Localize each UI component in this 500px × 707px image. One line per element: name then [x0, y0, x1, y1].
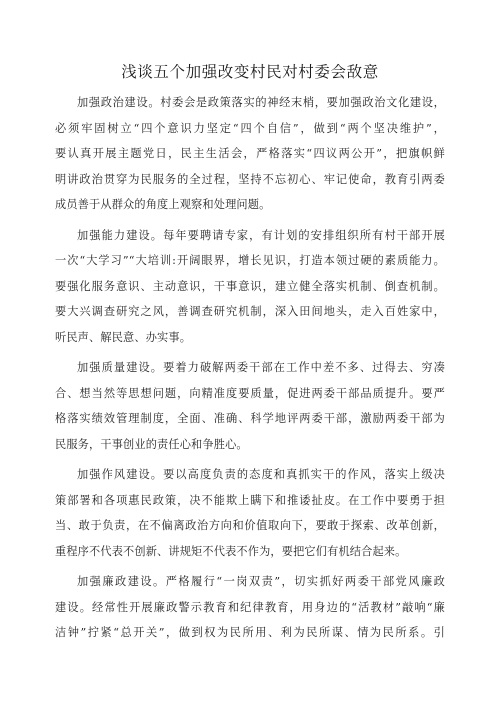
text-line: 民服务，干事创业的责任心和争胜心。	[55, 437, 248, 451]
text-line: 必须牢固树立“四个意识力坚定“四个自信”，做到“两个坚决维护”，	[55, 121, 445, 135]
text-line: 合、想当然等思想问题，向精准度要质量，促进两委干部品质提升。要严	[55, 386, 445, 400]
text-line: 明讲政治贯穿为民服务的全过程，坚持不忘初心、牢记使命，教育引两委	[55, 172, 445, 186]
paragraph-quality-construction	[55, 355, 445, 457]
text-line: 一次“大学习”“大培训:开阔眼界，增长见识，打造本领过硬的素质能力。	[55, 254, 445, 267]
text-line: 当、敢于负责，在不偏离政治方向和价值取向下，要敢于探索、改革创新，	[55, 519, 445, 532]
paragraph-capacity-construction	[55, 223, 445, 351]
text-line: 建设。经常性开展廉政警示教育和纪律教育，用身边的“活教材”敲响“廉	[55, 600, 445, 614]
text-line: 要认真开展主题党日，民主生活会，严格落实“四议两公开”，把旗帜鲜	[55, 147, 445, 160]
text-line: 加强政治建设。村委会是政策落实的神经末梢，要加强政治文化建设，	[77, 96, 445, 109]
text-line: 加强能力建设。每年要聘请专家，有计划的安排组织所有村干部开展	[77, 228, 445, 242]
document-body	[55, 90, 445, 651]
paragraph-political-construction	[55, 90, 445, 218]
text-line: 策部署和各项惠民政策，决不能欺上瞒下和推诿扯皮。在工作中要勇于担	[55, 493, 445, 507]
text-line: 格落实绩效管理制度，全面、准确、科学地评两委干部，激励两委干部为	[55, 412, 445, 425]
paragraph-style-construction	[55, 462, 445, 564]
text-line: 洁钟”拧紧“总开关”，做到权为民所用、利为民所谋、情为民所系。引	[55, 626, 445, 639]
paragraph-integrity-construction	[55, 569, 445, 646]
document-title: 浅谈五个加强改变村民对村委会敌意	[121, 63, 379, 81]
text-line: 加强作风建设。要以高度负责的态度和真抓实干的作风，落实上级决	[77, 468, 445, 481]
text-line: 重程序不代表不创新、讲规矩不代表不作为，要把它们有机结合起来。	[55, 544, 407, 558]
text-line: 加强质量建设。要着力破解两委干部在工作中差不多、过得去、穷凑	[77, 361, 445, 374]
text-line: 要大兴调查研究之风，善调查研究机制，深入田间地头，走入百姓家中，	[55, 305, 445, 318]
text-line: 要强化服务意识、主动意识，干事意识，建立健全落实机制、倒查机制。	[55, 279, 445, 293]
text-line: 成员善于从群众的角度上观察和处理问题。	[55, 198, 271, 211]
text-line: 加强廉政建设。严格履行“一岗双责”，切实抓好两委干部党风廉政	[77, 575, 445, 588]
text-line: 听民声、解民意、办实事。	[55, 330, 192, 344]
